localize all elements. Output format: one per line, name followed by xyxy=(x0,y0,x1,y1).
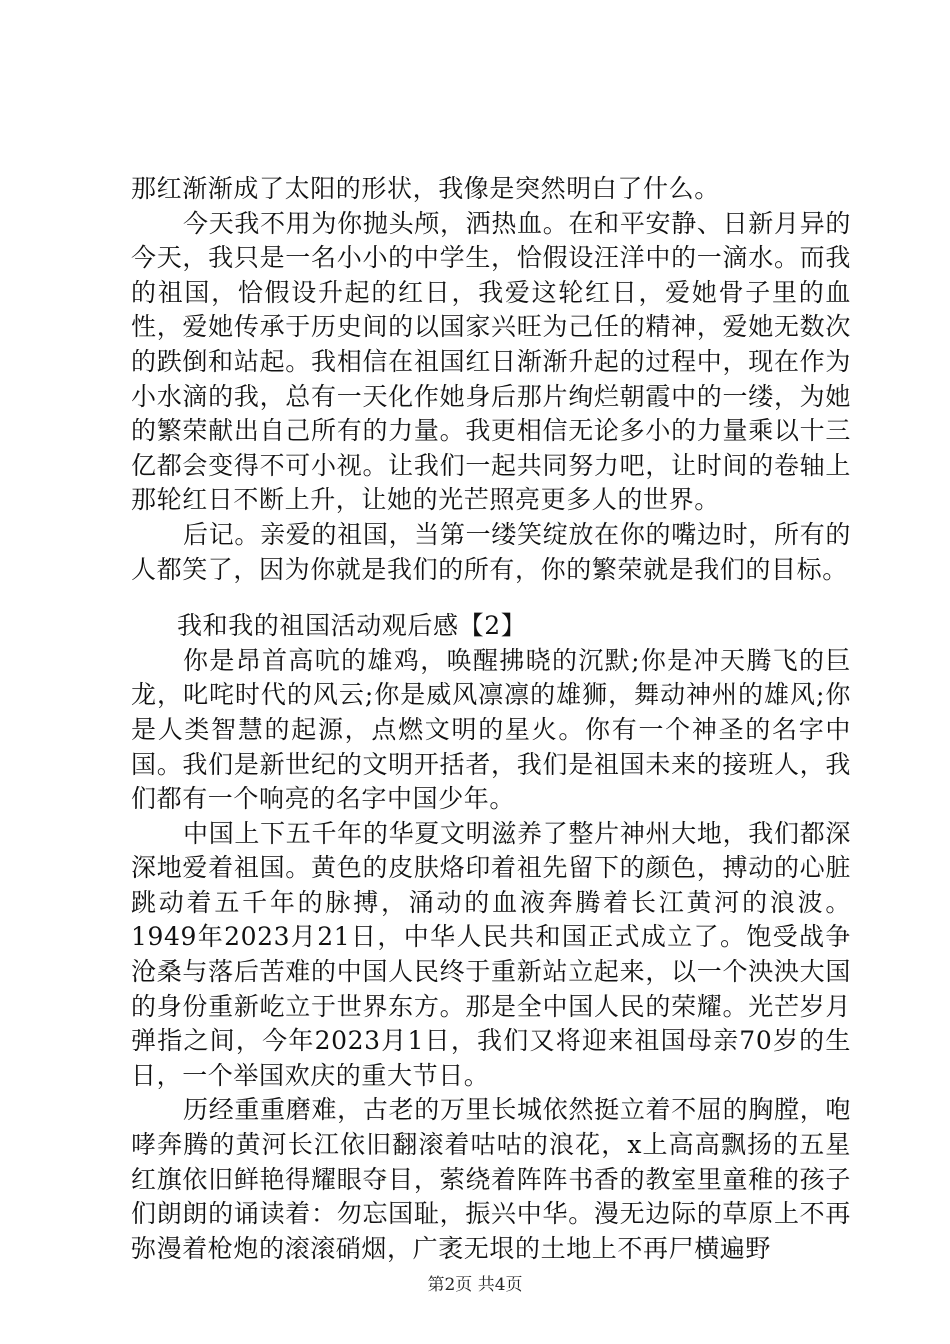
paragraph-2: 今天我不用为你抛头颅，洒热血。在和平安静、日新月异的今天，我只是一名小小的中学生，恰假设汪洋中的一滴水。而我的祖国，恰假设升起的红日，我爱这轮红日，爱她骨子里的血性，爱她传承于历史间的以国家兴旺为己任的精神，爱她无数次的跌倒和站起。我相信在祖国红日渐渐升起的过程中，现在作为小水滴的我，总有一天化作她身后那片绚烂朝霞中的一缕，为她的繁荣献出自己所有的力量。我更相信无论多小的力量乘以十三亿都会变得不可小视。让我们一起共同努力吧，让时间的卷轴上那轮红日不断上升，让她的光芒照亮更多人的世界。 xyxy=(131,208,851,515)
paragraph-4: 你是昂首高吭的雄鸡，唤醒拂晓的沉默;你是冲天腾飞的巨龙，叱咤时代的风云;你是威风凛凛的雄狮，舞动神州的雄风;你是人类智慧的起源，点燃文明的星火。你有一个神圣的名字中国。我们是新世纪的文明开括者，我们是祖国未来的接班人，我们都有一个响亮的名字中国少年。 xyxy=(131,645,851,814)
paragraph-5: 中国上下五千年的华夏文明滋养了整片神州大地，我们都深深地爱着祖国。黄色的皮肤烙印着祖先留下的颜色，搏动的心脏跳动着五千年的脉搏，涌动的血液奔腾着长江黄河的浪波。1949年2023月21日，中华人民共和国正式成立了。饱受战争沧桑与落后苦难的中国人民终于重新站立起来，以一个泱泱大国的身份重新屹立于世界东方。那是全中国人民的荣耀。光芒岁月弹指之间，今年2023月1日，我们又将迎来祖国母亲70岁的生日，一个举国欢庆的重大节日。 xyxy=(131,818,851,1090)
paragraph-3: 后记。亲爱的祖国，当第一缕笑绽放在你的嘴边时，所有的人都笑了，因为你就是我们的所有，你的繁荣就是我们的目标。 xyxy=(131,519,851,584)
paragraph-6: 历经重重磨难，古老的万里长城依然挺立着不屈的胸膛，咆哮奔腾的黄河长江依旧翻滚着咕咕的浪花，x上高高飘扬的五星红旗依旧鲜艳得耀眼夺目，萦绕着阵阵书香的教室里童稚的孩子们朗朗的诵读着：勿忘国耻，振兴中华。漫无边际的草原上不再弥漫着枪炮的滚滚硝烟，广袤无垠的土地上不再尸横遍野 xyxy=(131,1095,851,1263)
page-footer: 第2页 共4页 xyxy=(427,1275,523,1295)
document-body xyxy=(131,172,851,1266)
section-heading: 我和我的祖国活动观后感【2】 xyxy=(177,611,527,641)
paragraph-1: 那红渐渐成了太阳的形状，我像是突然明白了什么。 xyxy=(131,174,720,203)
